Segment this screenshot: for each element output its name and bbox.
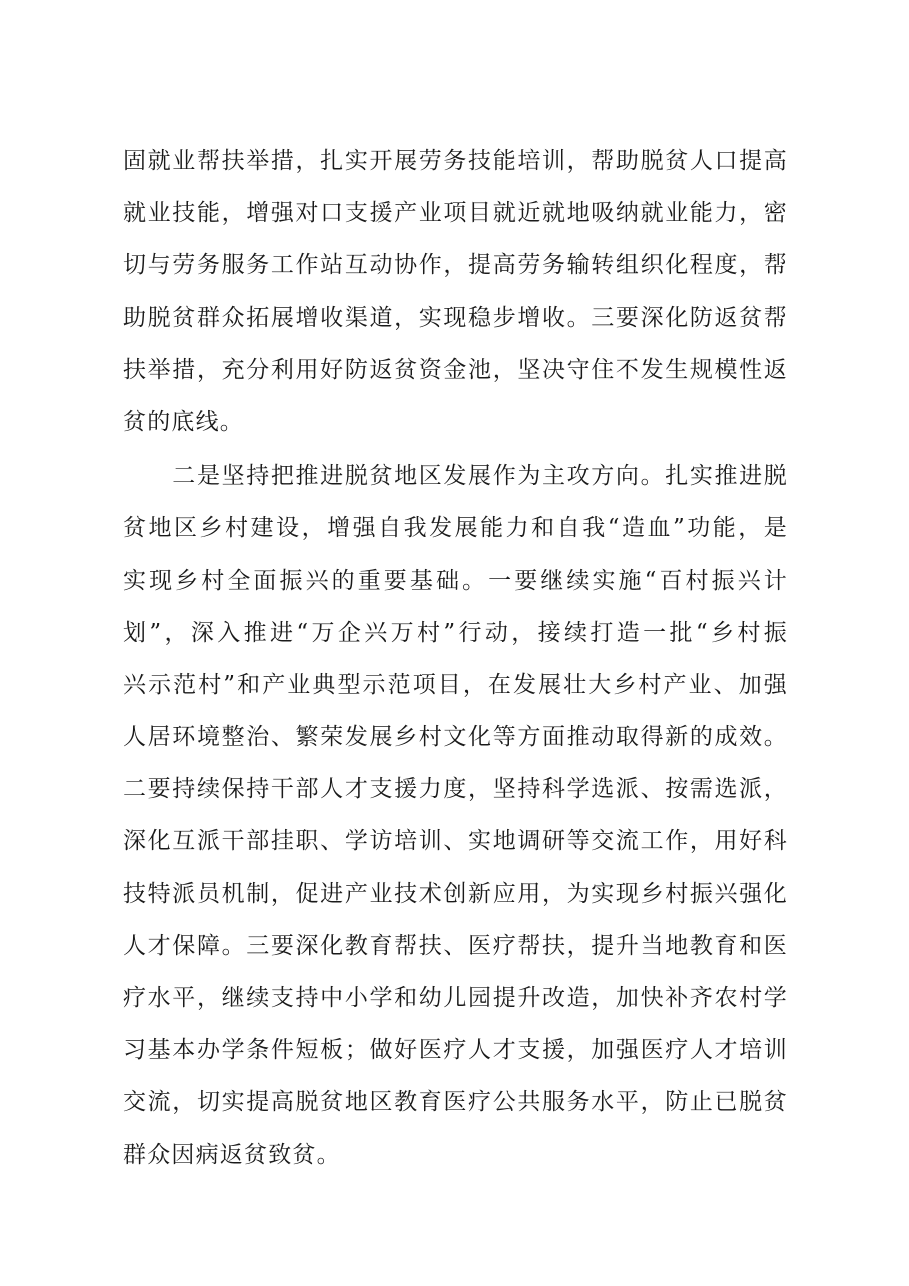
text-line: 划”，深入推进“万企兴万村”行动，接续打造一批“乡村振 <box>123 619 788 646</box>
text-line: 切与劳务服务工作站互动协作，提高劳务输转组织化程度，帮 <box>123 252 788 279</box>
text-line: 二是坚持把推进脱贫地区发展作为主攻方向。扎实推进脱 <box>123 463 788 490</box>
text-line: 兴示范村”和产业典型示范项目，在发展壮大乡村产业、加强 <box>123 671 788 698</box>
text-line: 贫的底线。 <box>123 408 244 435</box>
text-line: 助脱贫群众拓展增收渠道，实现稳步增收。三要深化防返贫帮 <box>123 304 788 331</box>
text-line: 人才保障。三要深化教育帮扶、医疗帮扶，提升当地教育和医 <box>123 932 788 959</box>
text-line: 扶举措，充分利用好防返贫资金池，坚决守住不发生规模性返 <box>123 356 788 383</box>
text-line: 固就业帮扶举措，扎实开展劳务技能培训，帮助脱贫人口提高 <box>123 148 788 174</box>
text-line: 贫地区乡村建设，增强自我发展能力和自我“造血”功能，是 <box>123 515 788 542</box>
text-line: 交流，切实提高脱贫地区教育医疗公共服务水平，防止已脱贫 <box>123 1089 788 1116</box>
text-line: 实现乡村全面振兴的重要基础。一要继续实施“百村振兴计 <box>123 567 788 594</box>
text-line: 人居环境整治、繁荣发展乡村文化等方面推动取得新的成效。 <box>123 724 788 751</box>
text-line: 群众因病返贫致贫。 <box>123 1141 341 1168</box>
text-line: 习基本办学条件短板；做好医疗人才支援，加强医疗人才培训 <box>123 1037 788 1064</box>
paragraph-1 <box>123 140 788 443</box>
text-line: 二要持续保持干部人才支援力度，坚持科学选派、按需选派， <box>123 776 788 803</box>
text-line: 疗水平，继续支持中小学和幼儿园提升改造，加快补齐农村学 <box>123 985 788 1011</box>
text-line: 就业技能，增强对口支援产业项目就近就地吸纳就业能力，密 <box>123 200 788 227</box>
document-body <box>123 140 788 1186</box>
text-line: 深化互派干部挂职、学访培训、实地调研等交流工作，用好科 <box>123 828 788 855</box>
paragraph-2 <box>123 455 788 1175</box>
text-line: 技特派员机制，促进产业技术创新应用，为实现乡村振兴强化 <box>123 880 788 907</box>
